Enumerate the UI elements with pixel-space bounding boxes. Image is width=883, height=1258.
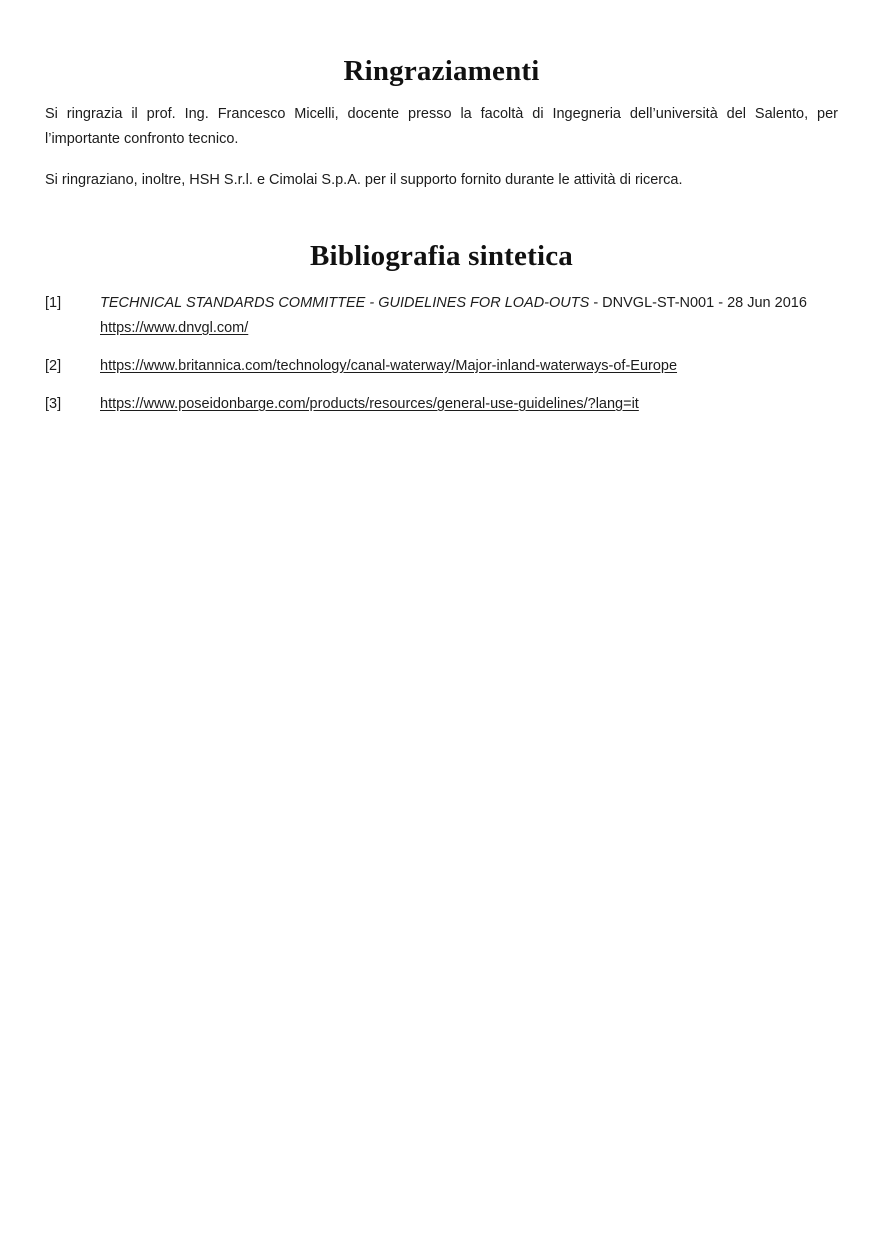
bibliography-entry-2 (45, 354, 838, 379)
reference-title-italic: TECHNICAL STANDARDS COMMITTEE - GUIDELINES FOR LOAD-OUTS (100, 295, 590, 311)
reference-hyperlink[interactable]: https://www.poseidonbarge.com/products/resources/general-use-guidelines/?lang=it (100, 396, 639, 412)
reference-title-rest: - DNVGL-ST-N001 - 28 Jun 2016 (589, 295, 807, 311)
reference-number: [1] (45, 295, 62, 311)
reference-hyperlink[interactable]: https://www.dnvgl.com/ (100, 320, 249, 336)
bibliography-entry-1 (45, 291, 838, 341)
reference-number: [2] (45, 358, 62, 374)
reference-hyperlink[interactable]: https://www.britannica.com/technology/canal-waterway/Major-inland-waterways-of-Europe (100, 358, 678, 374)
reference-number: [3] (45, 396, 62, 412)
bibliography-title: Bibliografia sintetica (310, 240, 573, 272)
reference-title-line (100, 291, 838, 316)
acknowledgements-paragraph-2: Si ringraziano, inoltre, HSH S.r.l. e Cimolai S.p.A. per il supporto fornito durante le attività di ricerca. (45, 172, 683, 188)
acknowledgements-paragraph-1: Si ringrazia il prof. Ing. Francesco Micelli, docente presso la facoltà di Ingegneria dell’università del Salento, per l’importante confronto tecnico. (45, 106, 838, 147)
reference-body (100, 392, 838, 417)
bibliography-list (45, 291, 838, 417)
reference-body (100, 291, 838, 341)
reference-link-line (100, 316, 838, 341)
acknowledgements-title: Ringraziamenti (343, 55, 540, 87)
bibliography-entry-3 (45, 392, 838, 417)
reference-body (100, 354, 838, 379)
